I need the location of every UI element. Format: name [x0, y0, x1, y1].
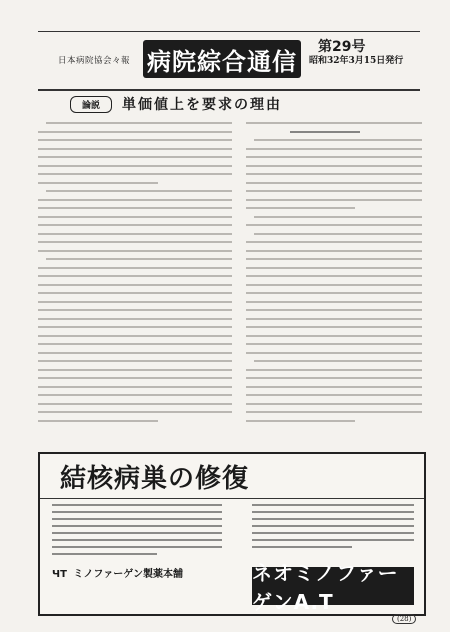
article-column-right	[246, 122, 422, 428]
ad-description	[52, 504, 222, 560]
ad-company	[52, 565, 183, 580]
issue-number: 第29号	[318, 39, 366, 55]
ad-divider	[40, 498, 424, 499]
ad-company-name: ミノファーゲン製薬本舗	[73, 569, 183, 580]
ad-title: 結核病巣の修復	[60, 464, 250, 494]
header-bottom-rule	[38, 89, 420, 91]
header-top-rule	[38, 31, 420, 32]
page-number: (28)	[392, 614, 416, 624]
masthead: 病院綜合通信	[143, 40, 301, 78]
ad-brand-logo: ネオミノファーゲンA.T	[252, 567, 414, 605]
ad-indications	[252, 504, 414, 553]
issue-date: 昭和32年3月15日発行	[309, 56, 404, 66]
article-column-left	[38, 122, 232, 428]
association-name: 日本病院協会々報	[58, 56, 131, 66]
company-logo-icon: ЧТ	[52, 569, 67, 580]
article-title: 単価値上を要求の理由	[122, 97, 282, 113]
advertisement-box	[38, 452, 426, 616]
editorial-tag: 論説	[70, 96, 112, 113]
